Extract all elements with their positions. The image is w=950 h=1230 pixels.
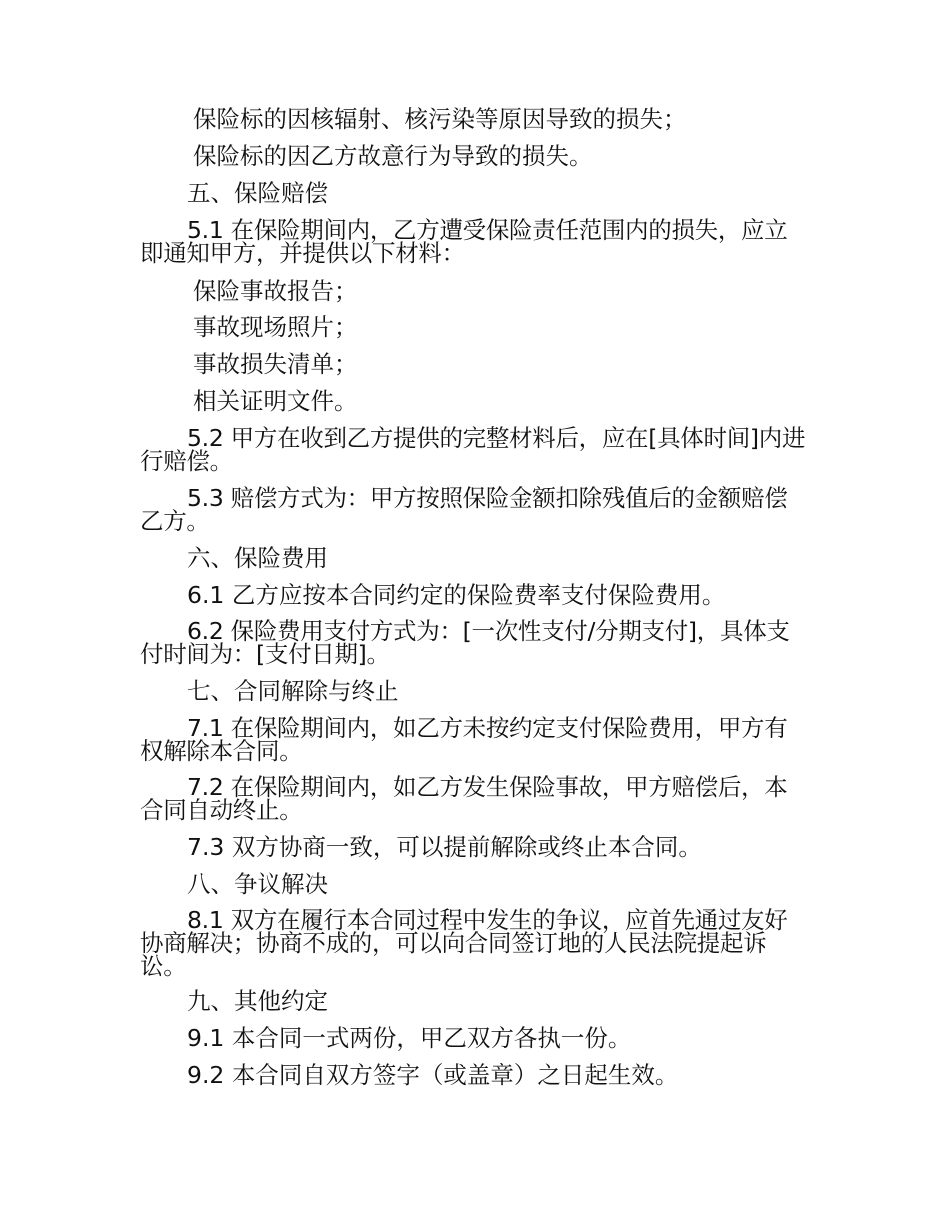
clause-7-1: 7.1 在保险期间内，如乙方未按约定支付保险费用，甲方有权解除本合同。	[140, 714, 788, 765]
section-heading-termination: 七、合同解除与终止	[187, 677, 399, 705]
clause-8-1: 8.1 双方在履行本合同过程中发生的争议，应首先通过友好协商解决；协商不成的，可以向合同签订地的人民法院提起诉讼。	[140, 906, 788, 980]
section-heading-dispute: 八、争议解决	[187, 870, 328, 898]
clause-5-1: 5.1 在保险期间内，乙方遭受保险责任范围内的损失，应立即通知甲方，并提供以下材料：	[140, 216, 788, 267]
exclusion-item-intentional: 保险标的因乙方故意行为导致的损失。	[193, 142, 593, 170]
clause-6-2: 6.2 保险费用支付方式为：[一次性支付/分期支付]，具体支付时间为：[支付日期]。	[140, 617, 790, 668]
clause-5-2: 5.2 甲方在收到乙方提供的完整材料后，应在[具体时间]内进行赔偿。	[140, 424, 806, 475]
material-item-photos: 事故现场照片；	[193, 313, 358, 341]
material-item-documents: 相关证明文件。	[193, 387, 358, 415]
material-item-loss-list: 事故损失清单；	[193, 350, 358, 378]
material-item-report: 保险事故报告；	[193, 277, 358, 305]
clause-9-1: 9.1 本合同一式两份，甲乙双方各执一份。	[187, 1024, 632, 1052]
clause-9-2: 9.2 本合同自双方签字（或盖章）之日起生效。	[187, 1061, 679, 1089]
section-heading-compensation: 五、保险赔偿	[187, 179, 328, 207]
clause-7-3: 7.3 双方协商一致，可以提前解除或终止本合同。	[187, 833, 702, 861]
clause-6-1: 6.1 乙方应按本合同约定的保险费率支付保险费用。	[187, 581, 726, 609]
section-heading-other: 九、其他约定	[187, 987, 328, 1015]
section-heading-fees: 六、保险费用	[187, 544, 328, 572]
clause-5-3: 5.3 赔偿方式为：甲方按照保险金额扣除残值后的金额赔偿乙方。	[140, 484, 788, 535]
clause-7-2: 7.2 在保险期间内，如乙方发生保险事故，甲方赔偿后，本合同自动终止。	[140, 773, 788, 824]
exclusion-item-nuclear: 保险标的因核辐射、核污染等原因导致的损失；	[193, 105, 687, 133]
